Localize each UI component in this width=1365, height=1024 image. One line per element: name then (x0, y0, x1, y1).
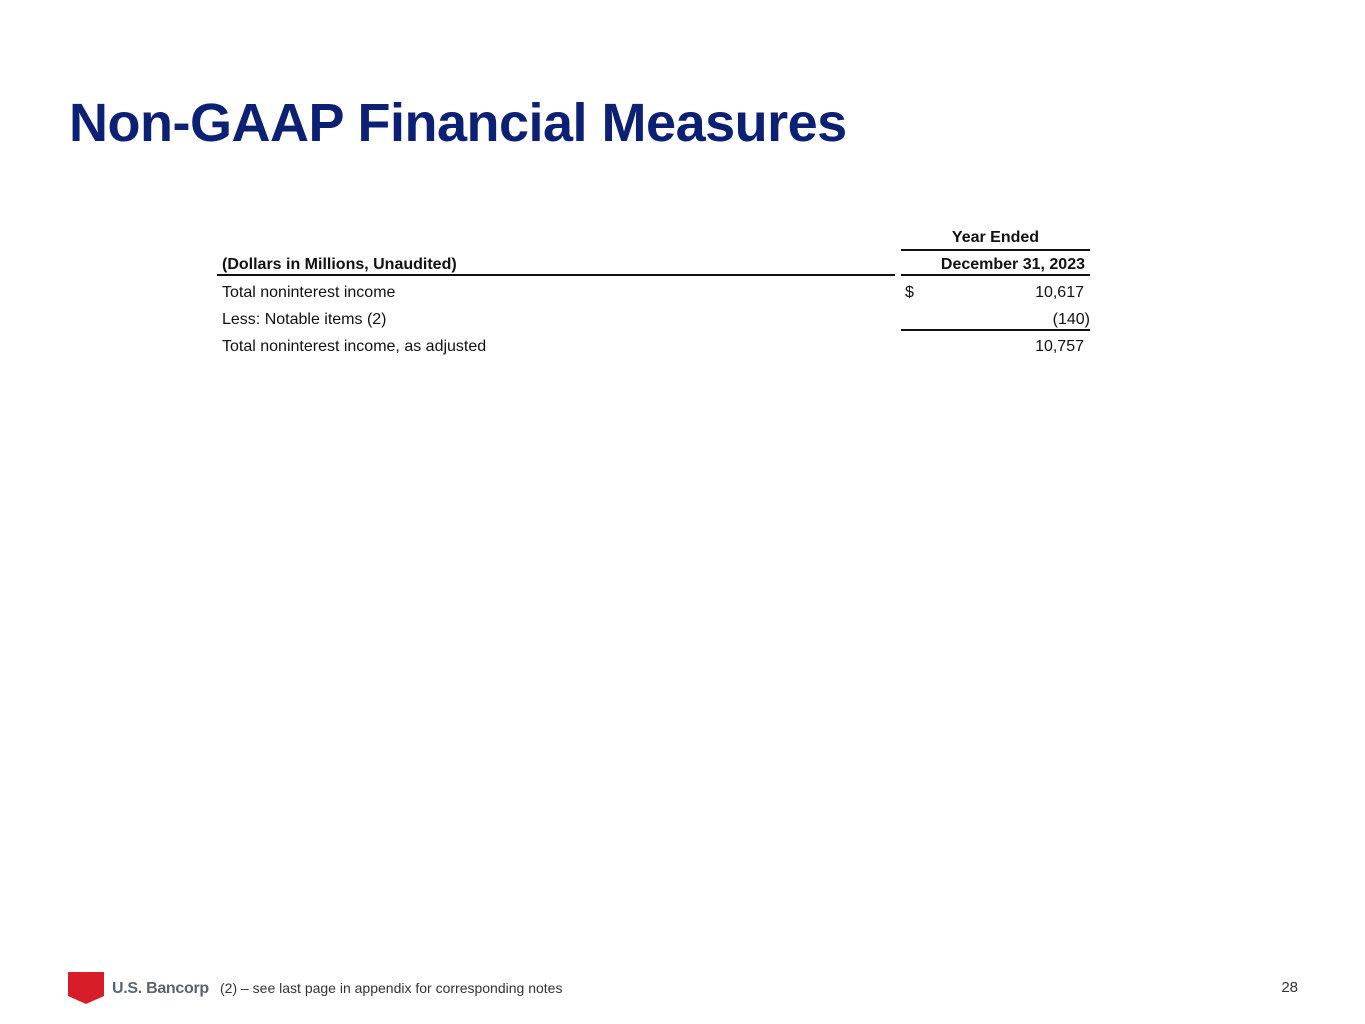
currency-symbol: $ (905, 284, 914, 301)
row-label: Total noninterest income (222, 284, 396, 301)
shield-logo-icon (68, 972, 104, 1004)
page-title: Non-GAAP Financial Measures (69, 93, 847, 153)
column-header-date: December 31, 2023 (901, 251, 1090, 276)
table-header-row (217, 251, 1091, 278)
table-row (217, 333, 1091, 360)
row-value: 10,617 (1035, 284, 1084, 301)
page-number: 28 (1281, 979, 1298, 996)
row-value: 10,757 (1035, 338, 1084, 355)
row-value: (140) (1052, 311, 1090, 328)
slide-footer (0, 968, 1365, 1008)
row-label: Less: Notable items (2) (222, 311, 387, 328)
logo-text: U.S. Bancorp (112, 980, 209, 997)
us-bancorp-logo (68, 972, 209, 1004)
table-row (217, 279, 1091, 306)
row-header-label: (Dollars in Millions, Unaudited) (217, 251, 895, 276)
footnote: (2) – see last page in appendix for corresponding notes (220, 980, 563, 996)
subtotal-rule (901, 329, 1090, 331)
row-label: Total noninterest income, as adjusted (222, 338, 487, 355)
column-header-year-ended: Year Ended (901, 224, 1090, 251)
